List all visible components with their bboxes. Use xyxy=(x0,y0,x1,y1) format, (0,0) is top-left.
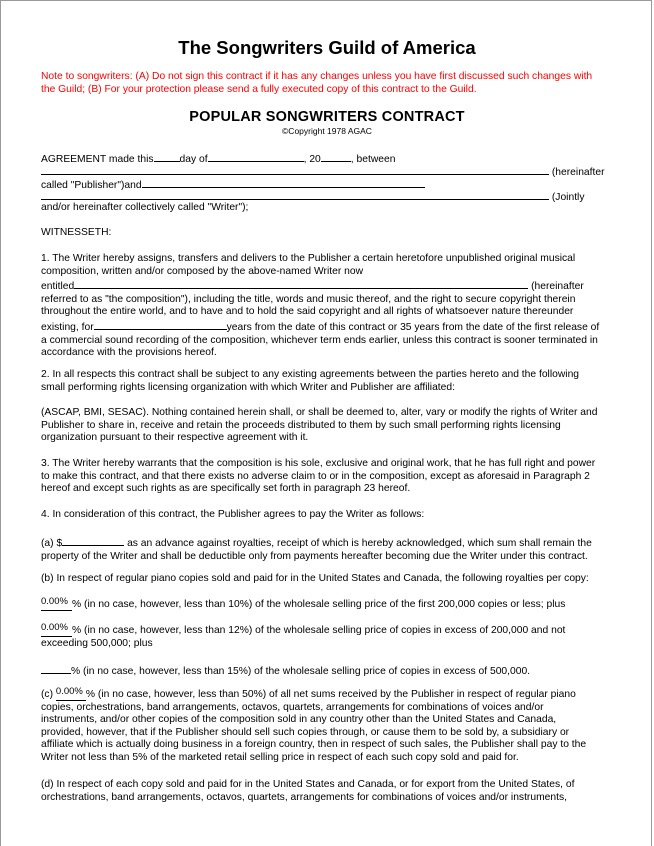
agreement-line-2: (hereinafter xyxy=(41,164,605,180)
paragraph-2: 2. In all respects this contract shall be subject to any existing agreements between the parties hereto and the following small performing rights licensing organization with which Writer and Publisher are affiliated: xyxy=(41,369,580,393)
agreement-line-3: called "Publisher")and xyxy=(41,177,425,193)
royalty-line-2: 0.00% % (in no case, however, less than 12%) of the wholesale selling price of copies in excess of 200,000 and not exceeding 500,000; plus xyxy=(41,622,566,649)
composition-title-blank[interactable] xyxy=(74,278,528,289)
paragraph-3: 3. The Writer hereby warrants that the composition is his sole, exclusive and original work, that he has full right and power to make this contract, and that there exists no adverse claim to or in the composition, except as aforesaid in Paragraph 2 hereof and except such rights as are specifically set forth in paragraph 23 hereof. xyxy=(41,458,596,495)
day-blank[interactable] xyxy=(154,151,180,162)
month-blank[interactable] xyxy=(208,151,304,162)
paragraph-4: 4. In consideration of this contract, the Publisher agrees to pay the Writer as follows: xyxy=(41,509,425,520)
paragraph-4c: (c) 0.00% % (in no case, however, less than 50%) of all net sums received by the Publisher in respect of regular piano copies, orchestrations, band arrangements, octavos, quartets, arrangements for combinations of voices and/or instruments, and/or other copies of the composition sold in any country other than the United States and Canada, provided, however, that if the Publisher should sell such copies through, or cause them to be sold by, a subsidiary or affiliate which is actually doing business in a foreign country, then in respect of such sales, the Publisher shall pay to the Writer not less than 5% of the marketed retail selling price in respect of each such copy sold and paid for. xyxy=(41,686,587,763)
copyright-notice: ©Copyright 1978 AGAC xyxy=(282,126,372,136)
paragraph-2-continued: (ASCAP, BMI, SESAC). Nothing contained herein shall, or shall be deemed to, alter, vary or modify the rights of Writer and Publisher to share in, receive and retain the proceeds distributed to them by such small performing rights licensing organization pursuant to their respective agreement with it. xyxy=(41,407,598,444)
paragraph-1: 1. The Writer hereby assigns, transfers and delivers to the Publisher a certain heretofore unpublished original musical composition, written and/or composed by the above-named Writer now entitled (hereinafter referred to as "the composition"), including the title, words and music thereof, and the right to secure copyright therein throughout the entire world, and to have and to hold the said copyright and all rights of whatsoever nature thereunder existing, for years from the date of this contract or 35 years from the date of the first release of a commercial sound recording of the composition, whichever term ends earlier, unless this contract is sooner terminated in accordance with the provisions hereof. xyxy=(41,253,600,359)
paragraph-4d: (d) In respect of each copy sold and paid for in the United States and Canada, or for export from the United States, of orchestrations, band arrangements, octavos, quartets, arrangements for combinations of voices and/or instruments, xyxy=(41,779,575,803)
agreement-line-5: and/or hereinafter collectively called "Writer"); xyxy=(41,202,249,213)
contract-title: POPULAR SONGWRITERS CONTRACT xyxy=(189,109,465,125)
royalty-line-1: 0.00% % (in no case, however, less than 10%) of the wholesale selling price of the first 200,000 copies or less; plus xyxy=(41,596,566,610)
guild-title: The Songwriters Guild of America xyxy=(178,37,476,58)
advance-amount-blank[interactable] xyxy=(62,535,124,546)
paragraph-4b: (b) In respect of regular piano copies sold and paid for in the United States and Canada, the following royalties per copy: xyxy=(41,573,589,584)
royalty-rate-field-3[interactable] xyxy=(41,663,71,674)
royalty-line-3: % (in no case, however, less than 15%) of the wholesale selling price of copies in excess of 500,000. xyxy=(41,663,530,679)
writer-name-blank-1[interactable] xyxy=(142,177,425,188)
foreign-royalty-field[interactable]: 0.00% xyxy=(56,689,86,701)
agreement-line-4: (Jointly xyxy=(41,189,585,205)
note-line-1: Note to songwriters: (A) Do not sign this contract if it has any changes unless you have first discussed such changes with xyxy=(41,71,593,82)
royalty-rate-field-2[interactable]: 0.00% xyxy=(41,625,72,637)
term-years-blank[interactable] xyxy=(94,319,227,330)
agreement-line-1: AGREEMENT made this day of , 20 , between xyxy=(41,151,395,167)
year-blank[interactable] xyxy=(321,151,351,162)
witnesseth-heading: WITNESSETH: xyxy=(41,227,112,238)
publisher-name-blank[interactable] xyxy=(41,164,549,175)
note-line-2: the Guild; (B) For your protection please send a fully executed copy of this contract to the Guild. xyxy=(41,83,477,95)
note-to-songwriters xyxy=(41,71,631,96)
royalty-rate-field-1[interactable]: 0.00% xyxy=(41,599,72,611)
paragraph-4a: (a) $ as an advance against royalties, receipt of which is hereby acknowledged, which sum shall remain the property of the Writer and shall be deductible only from payments hereafter becoming due the Writer under this contract. xyxy=(41,535,592,563)
writer-name-blank-2[interactable] xyxy=(41,189,549,200)
